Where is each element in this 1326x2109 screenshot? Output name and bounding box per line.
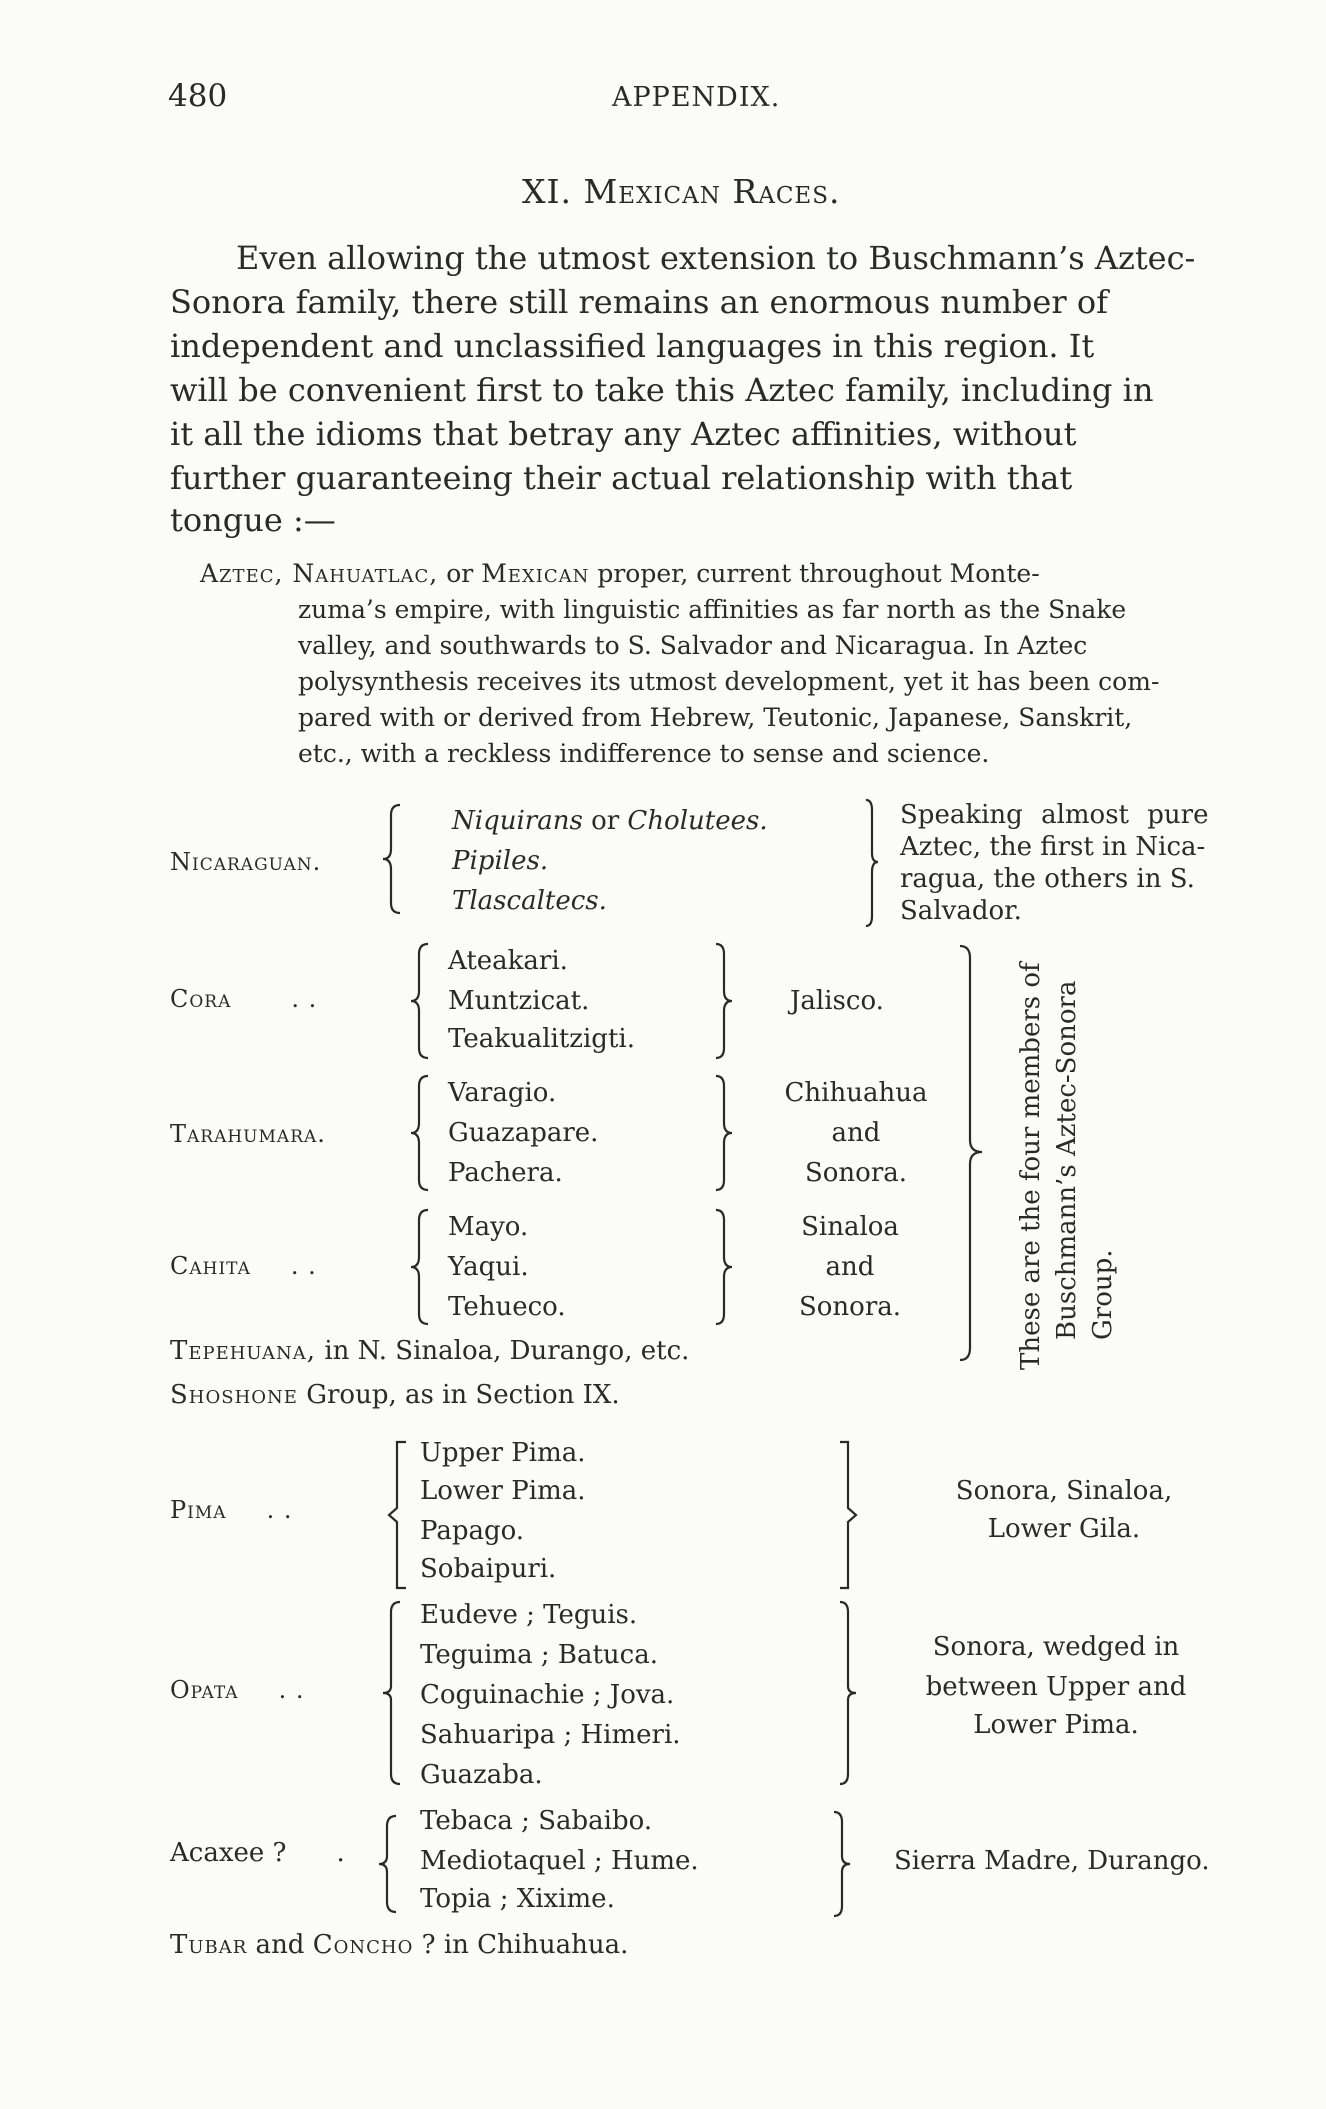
acaxee-location: Sierra Madre, Durango. xyxy=(894,1846,1210,1876)
group-cora: Cora . . xyxy=(170,985,318,1013)
mexican-name: Mexican xyxy=(481,559,590,588)
intro-line-7: tongue :— xyxy=(170,501,336,539)
acaxee-brace xyxy=(376,1814,400,1914)
nicaraguan-note-2: Aztec, the first in Nica- xyxy=(900,832,1206,862)
pima-brace xyxy=(386,1440,410,1590)
group-nicaraguan: Nicaraguan. xyxy=(170,848,322,876)
group-pima: Pima . . xyxy=(170,1496,293,1524)
tepehuana-name: Tepehuana, xyxy=(170,1336,317,1366)
tarahumara-location-3: Sonora. xyxy=(804,1158,908,1188)
pima-location-2: Lower Gila. xyxy=(987,1514,1141,1544)
cahita-item-2: Yaqui. xyxy=(448,1252,529,1282)
opata-item-2: Teguima ; Batuca. xyxy=(420,1640,658,1670)
opata-item-4: Sahuaripa ; Himeri. xyxy=(420,1720,681,1750)
section-title: XI. Mexican Races. xyxy=(522,172,841,211)
aztec-line-5: pared with or derived from Hebrew, Teutonic, Japanese, Sanskrit, xyxy=(298,703,1133,732)
nicaraguan-item-3: Tlascaltecs. xyxy=(452,886,607,916)
nicaraguan-note-3: ragua, the others in S. xyxy=(900,864,1195,894)
opata-location-2: between Upper and xyxy=(925,1672,1187,1702)
side-note-line-1: These are the four members of xyxy=(1016,962,1046,1370)
aztec-or: or xyxy=(446,559,474,588)
tarahumara-location-2: and xyxy=(831,1118,881,1148)
pima-location-1: Sonora, Sinaloa, xyxy=(955,1476,1173,1506)
aztec-line-4: polysynthesis receives its utmost development, yet it has been com- xyxy=(298,667,1160,696)
cahita-location-2: and xyxy=(825,1252,875,1282)
cahita-item-3: Tehueco. xyxy=(448,1292,566,1322)
tepehuana-line: Tepehuana, in N. Sinaloa, Durango, etc. xyxy=(170,1336,690,1366)
aztec-line-2: zuma’s empire, with linguistic affinities as far north as the Snake xyxy=(298,595,1127,624)
cora-right-brace xyxy=(712,942,736,1060)
intro-line-3: independent and unclassified languages in this region. It xyxy=(170,327,1095,365)
aztec-line-1: Aztec, Nahuatlac, or Mexican proper, current throughout Monte- xyxy=(200,559,1040,588)
tubar-line: Tubar and Concho ? in Chihuahua. xyxy=(170,1930,629,1960)
concho-name: Concho xyxy=(312,1930,414,1960)
intro-line-1: Even allowing the utmost extension to Buschmann’s Aztec- xyxy=(236,239,1196,277)
pima-item-1: Upper Pima. xyxy=(420,1438,586,1468)
tarahumara-item-2: Guazapare. xyxy=(448,1118,599,1148)
pima-item-4: Sobaipuri. xyxy=(420,1554,557,1584)
side-note-line-2: Buschmann’s Aztec-Sonora xyxy=(1052,980,1082,1340)
acaxee-item-3: Topia ; Xixime. xyxy=(420,1884,615,1914)
nicaraguan-note-1: Speaking almost pure xyxy=(900,800,1209,830)
cora-item-2: Muntzicat. xyxy=(448,986,590,1016)
group-opata: Opata . . xyxy=(170,1676,305,1704)
shoshone-name: Shoshone xyxy=(170,1380,298,1410)
pima-item-2: Lower Pima. xyxy=(420,1476,586,1506)
acaxee-item-2: Mediotaquel ; Hume. xyxy=(420,1846,699,1876)
opata-location-3: Lower Pima. xyxy=(973,1710,1139,1740)
tarahumara-right-brace xyxy=(712,1074,736,1192)
tarahumara-location-1: Chihuahua xyxy=(784,1078,928,1108)
acaxee-right-brace xyxy=(830,1810,854,1918)
group-cahita: Cahita . . xyxy=(170,1252,317,1280)
nicaraguan-brace xyxy=(380,803,406,915)
aztec-name: Aztec, Nahuatlac, xyxy=(200,559,439,588)
tarahumara-brace xyxy=(408,1074,432,1192)
group-tarahumara: Tarahumara. xyxy=(170,1120,326,1148)
shoshone-line: Shoshone Group, as in Section IX. xyxy=(170,1380,620,1410)
intro-line-4: will be convenient first to take this Aztec family, including in xyxy=(170,371,1154,409)
cora-brace xyxy=(408,942,432,1060)
running-head: APPENDIX. xyxy=(612,82,781,113)
nicaraguan-note-4: Salvador. xyxy=(900,896,1022,926)
opata-right-brace xyxy=(836,1600,860,1786)
nicaraguan-note-brace xyxy=(862,798,882,928)
cora-location: Jalisco. xyxy=(790,986,884,1016)
cahita-right-brace xyxy=(712,1208,736,1326)
group-acaxee: Acaxee ? . xyxy=(170,1838,345,1868)
page-number: 480 xyxy=(168,78,228,114)
opata-brace xyxy=(380,1600,404,1786)
side-note-line-3: Group. xyxy=(1088,1249,1118,1340)
cahita-location-1: Sinaloa xyxy=(801,1212,899,1242)
cora-item-3: Teakualitzigti. xyxy=(448,1024,635,1054)
acaxee-item-1: Tebaca ; Sabaibo. xyxy=(420,1806,653,1836)
cahita-location-3: Sonora. xyxy=(798,1292,902,1322)
intro-line-5: it all the idioms that betray any Aztec affinities, without xyxy=(170,415,1077,453)
tarahumara-item-1: Varagio. xyxy=(448,1078,557,1108)
aztec-line-3: valley, and southwards to S. Salvador and Nicaragua. In Aztec xyxy=(298,631,1088,660)
cahita-item-1: Mayo. xyxy=(448,1212,529,1242)
pima-right-brace xyxy=(836,1440,860,1590)
aztec-line-6: etc., with a reckless indifference to sense and science. xyxy=(298,739,990,768)
intro-line-6: further guaranteeing their actual relationship with that xyxy=(170,459,1073,497)
pima-item-3: Papago. xyxy=(420,1516,525,1546)
cora-item-1: Ateakari. xyxy=(448,946,568,976)
aztec-sonora-group-brace xyxy=(956,944,988,1364)
tubar-name: Tubar xyxy=(170,1930,248,1960)
opata-item-5: Guazaba. xyxy=(420,1760,543,1790)
opata-location-1: Sonora, wedged in xyxy=(932,1632,1180,1662)
nicaraguan-item-1: Niquirans or Cholutees. xyxy=(452,806,768,836)
nicaraguan-item-2: Pipiles. xyxy=(452,846,549,876)
opata-item-1: Eudeve ; Teguis. xyxy=(420,1600,638,1630)
tarahumara-item-3: Pachera. xyxy=(448,1158,563,1188)
cahita-brace xyxy=(408,1208,432,1326)
opata-item-3: Coguinachie ; Jova. xyxy=(420,1680,675,1710)
intro-line-2: Sonora family, there still remains an enormous number of xyxy=(170,283,1108,321)
